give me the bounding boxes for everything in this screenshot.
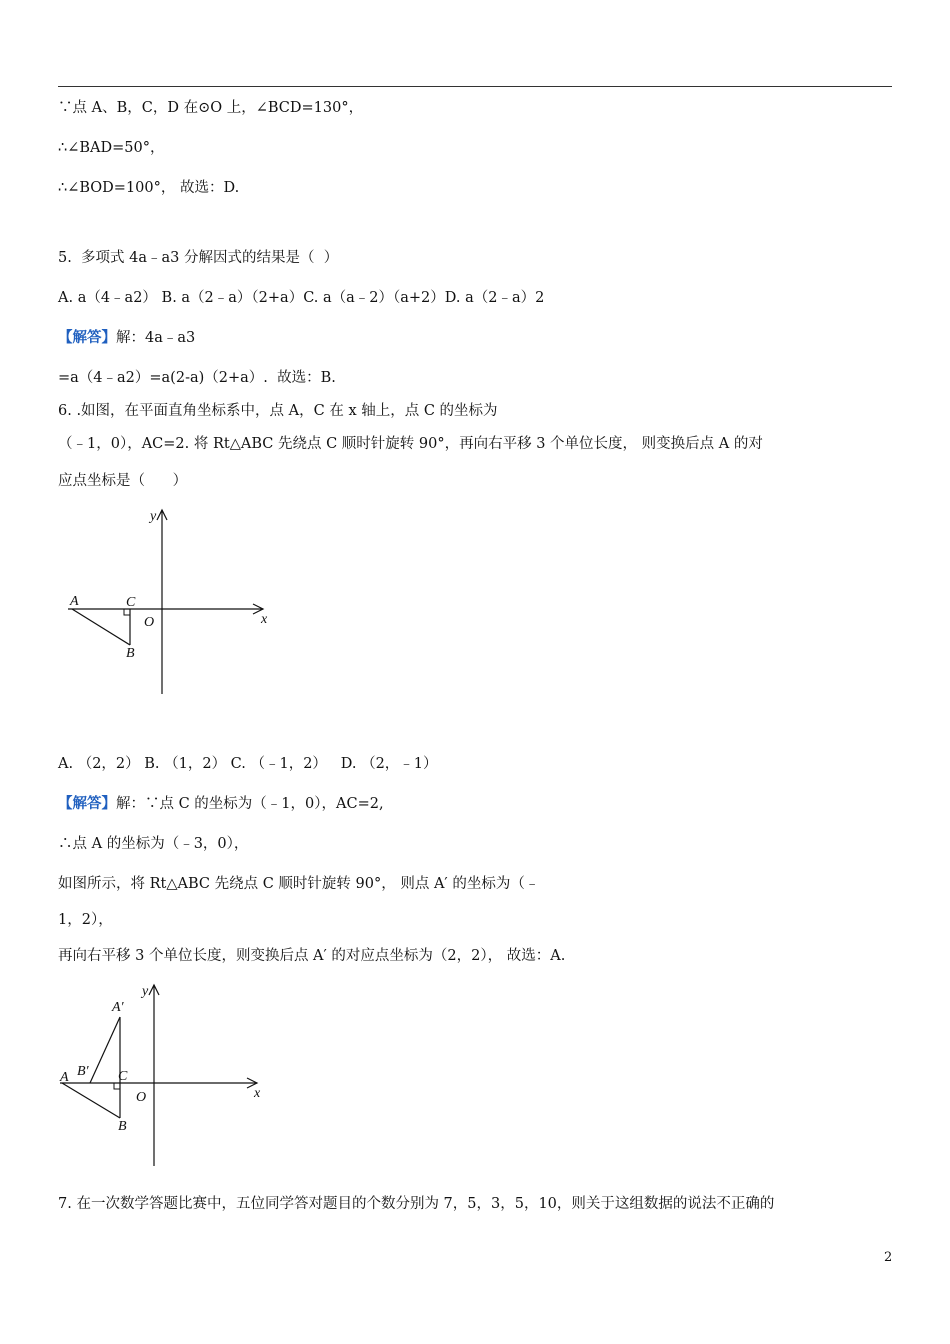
label-x: x (261, 612, 268, 627)
answer-line (58, 794, 384, 814)
label-A: A (70, 594, 79, 609)
label-B: B (126, 646, 135, 661)
page-number: 2 (884, 1250, 893, 1265)
question-6-options: A. （2，2） B. （1，2） C. （﹣1，2） D. （2，﹣1） (58, 756, 438, 772)
answer-text: 解：∵点 C 的坐标为（﹣1，0），AC=2, (116, 796, 384, 812)
label-B-prime: B′ (77, 1064, 89, 1079)
text-line: ∵点 A、B，C，D 在⊙O 上，∠BCD=130°， (58, 100, 364, 116)
label-y: y (142, 984, 149, 999)
question-6-line2: （﹣1，0），AC=2. 将 Rt△ABC 先绕点 C 顺时针旋转 90°，再向右平移 3 个单位长度， 则变换后点 A 的对 (58, 436, 763, 452)
answer-text: 解：4a﹣a3 (116, 330, 196, 346)
figure-rotated-triangle (52, 975, 282, 1170)
label-O: O (136, 1090, 147, 1105)
segment-A-prime-B-prime (90, 1017, 120, 1083)
label-B: B (118, 1119, 127, 1134)
answer-line (58, 328, 195, 348)
answer-tag: 【解答】 (58, 795, 116, 812)
question-5: 5. 多项式 4a﹣a3 分解因式的结果是（ ） (58, 250, 339, 266)
label-A-prime: A′ (112, 1000, 124, 1015)
segment-AB (72, 609, 130, 645)
text-line: =a（4﹣a2）=a(2-a)（2+a）. 故选：B. (58, 370, 336, 386)
label-x: x (254, 1086, 261, 1101)
header-rule (58, 86, 892, 87)
question-7: 7. 在一次数学答题比赛中，五位同学答对题目的个数分别为 7，5，3，5，10，则关于这组数据的说法不正确的 (58, 1196, 775, 1212)
segment-AB (62, 1083, 120, 1118)
label-A: A (60, 1070, 69, 1085)
label-O: O (144, 615, 155, 630)
question-6: 6. .如图，在平面直角坐标系中，点 A，C 在 x 轴上，点 C 的坐标为 (58, 403, 498, 419)
label-C: C (126, 595, 136, 610)
label-C: C (118, 1069, 128, 1084)
text-line: ∴∠BAD=50°， (58, 140, 165, 156)
label-y: y (150, 509, 157, 524)
text-line: 1，2）， (58, 912, 113, 928)
question-6-line3: 应点坐标是（ ） (58, 473, 188, 489)
question-5-options: A. a（4﹣a2） B. a（2﹣a）（2+a）C. a（a﹣2）（a+2）D. a（2﹣a）2 (58, 290, 545, 306)
text-line: ∴点 A 的坐标为（﹣3，0）， (58, 836, 249, 852)
text-line: 如图所示，将 Rt△ABC 先绕点 C 顺时针旋转 90°， 则点 A′ 的坐标为（﹣ (58, 876, 540, 892)
answer-tag: 【解答】 (58, 329, 116, 346)
text-line: 再向右平移 3 个单位长度，则变换后点 A′ 的对应点坐标为（2，2）， 故选：A. (58, 948, 566, 964)
figure-coordinate-triangle (58, 500, 288, 700)
text-line: ∴∠BOD=100°， 故选：D. (58, 180, 240, 196)
